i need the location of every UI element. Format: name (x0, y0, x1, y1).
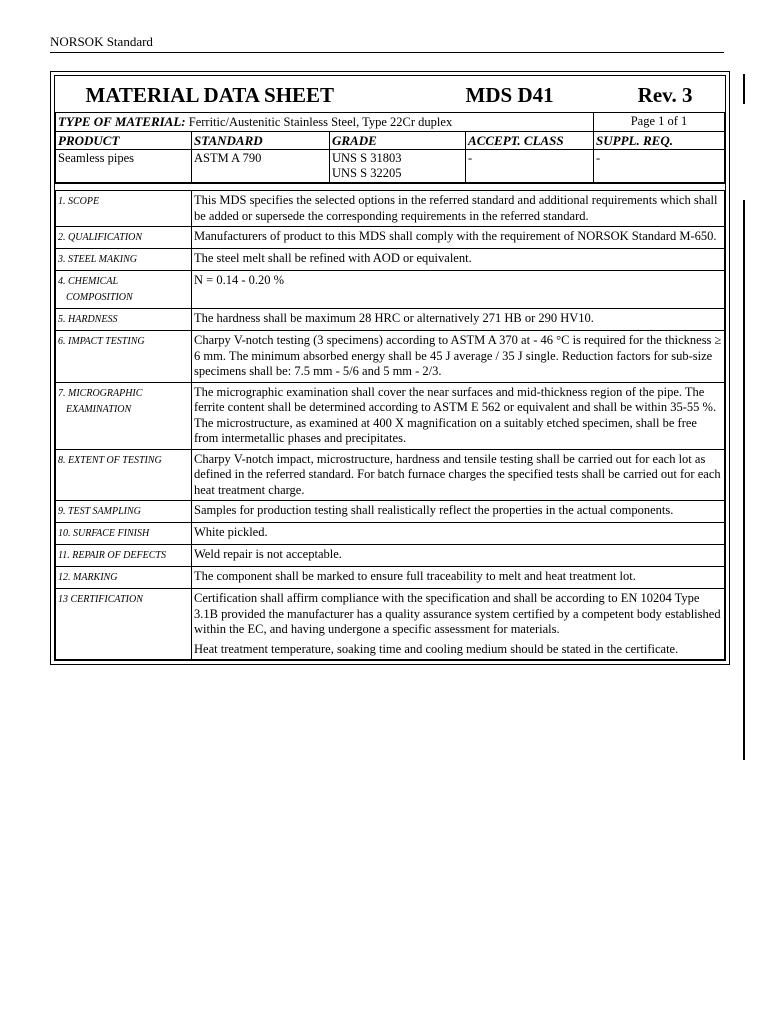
section-row (56, 501, 725, 523)
section-paragraph: Certification shall affirm compliance with the specification and shall be according to EN 10204 Type 3.1B provided the manufacturer has a quality assurance system certified by a competent body established within the EC, and having undergone a specific assessment for materials. (194, 591, 721, 636)
header-text: NORSOK Standard (50, 34, 153, 49)
section-row (56, 191, 725, 227)
section-text: N = 0.14 - 0.20 % (192, 271, 725, 309)
section-label: 6. IMPACT TESTING (56, 331, 192, 383)
section-label: 8. EXTENT OF TESTING (56, 449, 192, 501)
section-text: The component shall be marked to ensure full traceability to melt and heat treatment lot. (192, 567, 725, 589)
column-header: STANDARD (192, 132, 330, 150)
section-label-line: 4. CHEMICAL (58, 276, 118, 287)
section-row (56, 382, 725, 449)
column-header: GRADE (330, 132, 466, 150)
section-row (56, 545, 725, 567)
section-label-line: COMPOSITION (66, 292, 133, 303)
grade-value: UNS S 32205 (332, 166, 402, 180)
section-text (192, 589, 725, 660)
sheet-header-table (55, 76, 725, 183)
section-text: This MDS specifies the selected options in the referred standard and additional requirements which shall be added or supersede the corresponding requirements in the referred standard. (192, 191, 725, 227)
page-number: Page 1 of 1 (594, 113, 725, 132)
section-row (56, 449, 725, 501)
section-label: 9. TEST SAMPLING (56, 501, 192, 523)
section-text: White pickled. (192, 523, 725, 545)
section-text: Charpy V-notch testing (3 specimens) according to ASTM A 370 at - 46 °C is required for the thickness ≥ 6 mm. The minimum absorbed energy shall be 45 J average / 35 J single. Reduction factors for sub-size specimens shall be: 7.5 mm - 5/6 and 5 mm - 2/3. (192, 331, 725, 383)
section-text: Charpy V-notch impact, microstructure, hardness and tensile testing shall be carried out for each lot as defined in the referred standard. For batch furnace charges the specified tests shall be carried out for each heat treatment charge. (192, 449, 725, 501)
page-header (50, 34, 724, 53)
suppl-req-cell: - (594, 150, 725, 183)
section-label: 13 CERTIFICATION (56, 589, 192, 660)
section-label (56, 382, 192, 449)
section-label: 1. SCOPE (56, 191, 192, 227)
title-row (56, 76, 725, 113)
section-row (56, 309, 725, 331)
material-data-sheet (50, 71, 730, 665)
column-header: SUPPL. REQ. (594, 132, 725, 150)
revision: Rev. 3 (594, 76, 725, 113)
section-label: 12. MARKING (56, 567, 192, 589)
section-row (56, 331, 725, 383)
section-text: The steel melt shall be refined with AOD or equivalent. (192, 249, 725, 271)
section-text: The micrographic examination shall cover the near surfaces and mid-thickness region of the pipe. The ferrite content shall be determined according to ASTM E 562 or equivalent and shall be within 35-55 %. The microstructure, as examined at 400 X magnification on a suitably etched specimen, shall be free from intermetallic phases and precipitates. (192, 382, 725, 449)
section-divider (55, 183, 725, 190)
section-text: Manufacturers of product to this MDS shall comply with the requirement of NORSOK Standard M-650. (192, 227, 725, 249)
section-text: The hardness shall be maximum 28 HRC or alternatively 271 HB or 290 HV10. (192, 309, 725, 331)
section-label: 10. SURFACE FINISH (56, 523, 192, 545)
section-label: 2. QUALIFICATION (56, 227, 192, 249)
grade-cell (330, 150, 466, 183)
sheet-frame (54, 75, 726, 661)
product-row (56, 150, 725, 183)
revision-change-bar (743, 74, 745, 104)
type-value: Ferritic/Austenitic Stainless Steel, Type 22Cr duplex (188, 115, 453, 129)
section-text: Weld repair is not acceptable. (192, 545, 725, 567)
section-label: 11. REPAIR OF DEFECTS (56, 545, 192, 567)
revision-change-bar (743, 200, 745, 760)
section-label-line: 7. MICROGRAPHIC (58, 387, 143, 399)
mds-id: MDS D41 (466, 76, 594, 113)
grade-value: UNS S 31803 (332, 151, 402, 165)
column-header: ACCEPT. CLASS (466, 132, 594, 150)
section-row (56, 249, 725, 271)
section-paragraph: Heat treatment temperature, soaking time and cooling medium should be stated in the certificate. (194, 641, 679, 656)
section-label: 3. STEEL MAKING (56, 249, 192, 271)
column-header: PRODUCT (56, 132, 192, 150)
section-label-line: EXAMINATION (66, 403, 132, 415)
sheet-title: MATERIAL DATA SHEET (56, 76, 466, 113)
section-row (56, 271, 725, 309)
standard-cell: ASTM A 790 (192, 150, 330, 183)
section-label (56, 271, 192, 309)
type-label: TYPE OF MATERIAL: (58, 114, 186, 129)
section-row (56, 523, 725, 545)
accept-class-cell: - (466, 150, 594, 183)
section-label: 5. HARDNESS (56, 309, 192, 331)
section-text: Samples for production testing shall realistically reflect the properties in the actual components. (192, 501, 725, 523)
section-row (56, 227, 725, 249)
requirements-table (55, 190, 725, 660)
section-row (56, 567, 725, 589)
product-cell: Seamless pipes (56, 150, 192, 183)
type-of-material (56, 113, 594, 132)
section-row (56, 589, 725, 660)
type-row (56, 113, 725, 132)
column-header-row (56, 132, 725, 150)
